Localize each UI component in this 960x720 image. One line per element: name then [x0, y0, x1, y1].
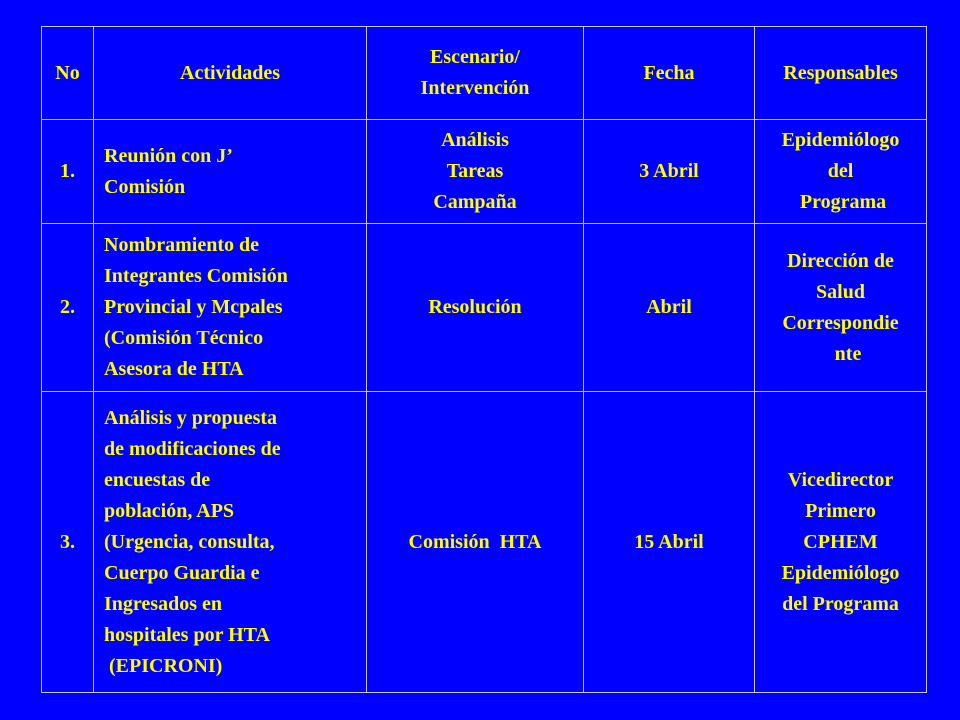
activity-line: (Urgencia, consulta, — [104, 530, 275, 553]
row-number: 1. — [42, 120, 94, 224]
responsables-line: Programa — [794, 191, 887, 213]
row-escenario — [367, 120, 584, 224]
responsables-line: Epidemiólogo — [781, 561, 900, 584]
row-escenario — [367, 224, 584, 392]
activity-line: Nombramiento de — [104, 234, 259, 256]
table-row — [42, 392, 927, 693]
activity-line: Comisión — [104, 175, 186, 198]
escenario-line: Comisión HTA — [408, 530, 542, 553]
activity-line: hospitales por HTA — [104, 623, 270, 646]
activity-line: Asesora de HTA — [104, 358, 244, 380]
row-responsables — [755, 392, 927, 693]
activity-line: de modificaciones de — [104, 437, 281, 460]
escenario-line: Análisis — [441, 129, 509, 151]
activity-line: Análisis y propuesta — [104, 406, 278, 429]
activities-table — [41, 26, 927, 693]
row-activity — [94, 224, 367, 392]
responsables-line: Vicedirector — [787, 468, 894, 491]
responsables-line: Primero — [805, 499, 876, 522]
header-responsables: Responsables — [755, 27, 927, 120]
header-fecha: Fecha — [584, 27, 755, 120]
escenario-line: Resolución — [428, 296, 522, 318]
row-fecha: 15 Abril — [584, 392, 755, 693]
responsables-line: CPHEM — [803, 530, 878, 553]
activity-line: (EPICRONI) — [104, 654, 223, 677]
row-fecha: Abril — [584, 224, 755, 392]
responsables-line: Correspondie — [782, 311, 899, 334]
header-escenario-line: Intervención — [420, 77, 530, 99]
header-escenario-line: Escenario/ — [430, 46, 520, 68]
activity-line: Cuerpo Guardia e — [104, 561, 260, 584]
row-activity — [94, 392, 367, 693]
activity-line: población, APS — [104, 499, 235, 522]
header-escenario — [367, 27, 584, 120]
header-actividades: Actividades — [94, 27, 367, 120]
row-responsables — [755, 224, 927, 392]
responsables-line: del — [827, 160, 854, 182]
responsables-line: Salud — [816, 280, 865, 303]
row-fecha: 3 Abril — [584, 120, 755, 224]
activity-line: (Comisión Técnico — [104, 327, 264, 349]
header-row — [42, 27, 927, 120]
row-number: 3. — [42, 392, 94, 693]
activity-line: encuestas de — [104, 468, 211, 491]
activity-line: Reunión con J’ — [104, 144, 233, 167]
activity-line: Provincial y Mcpales — [104, 296, 283, 318]
escenario-line: Campaña — [433, 191, 517, 213]
row-escenario — [367, 392, 584, 693]
row-number: 2. — [42, 224, 94, 392]
table-row — [42, 224, 927, 392]
row-responsables — [755, 120, 927, 224]
responsables-line: Epidemiólogo — [781, 129, 900, 151]
responsables-line: Dirección de — [787, 249, 894, 272]
activity-line: Integrantes Comisión — [104, 265, 288, 287]
table-row — [42, 120, 927, 224]
escenario-line: Tareas — [446, 160, 504, 182]
activity-line: Ingresados en — [104, 592, 222, 615]
row-activity — [94, 120, 367, 224]
responsables-line: nte — [819, 342, 862, 365]
responsables-line: del Programa — [782, 592, 899, 615]
header-no: No — [42, 27, 94, 120]
